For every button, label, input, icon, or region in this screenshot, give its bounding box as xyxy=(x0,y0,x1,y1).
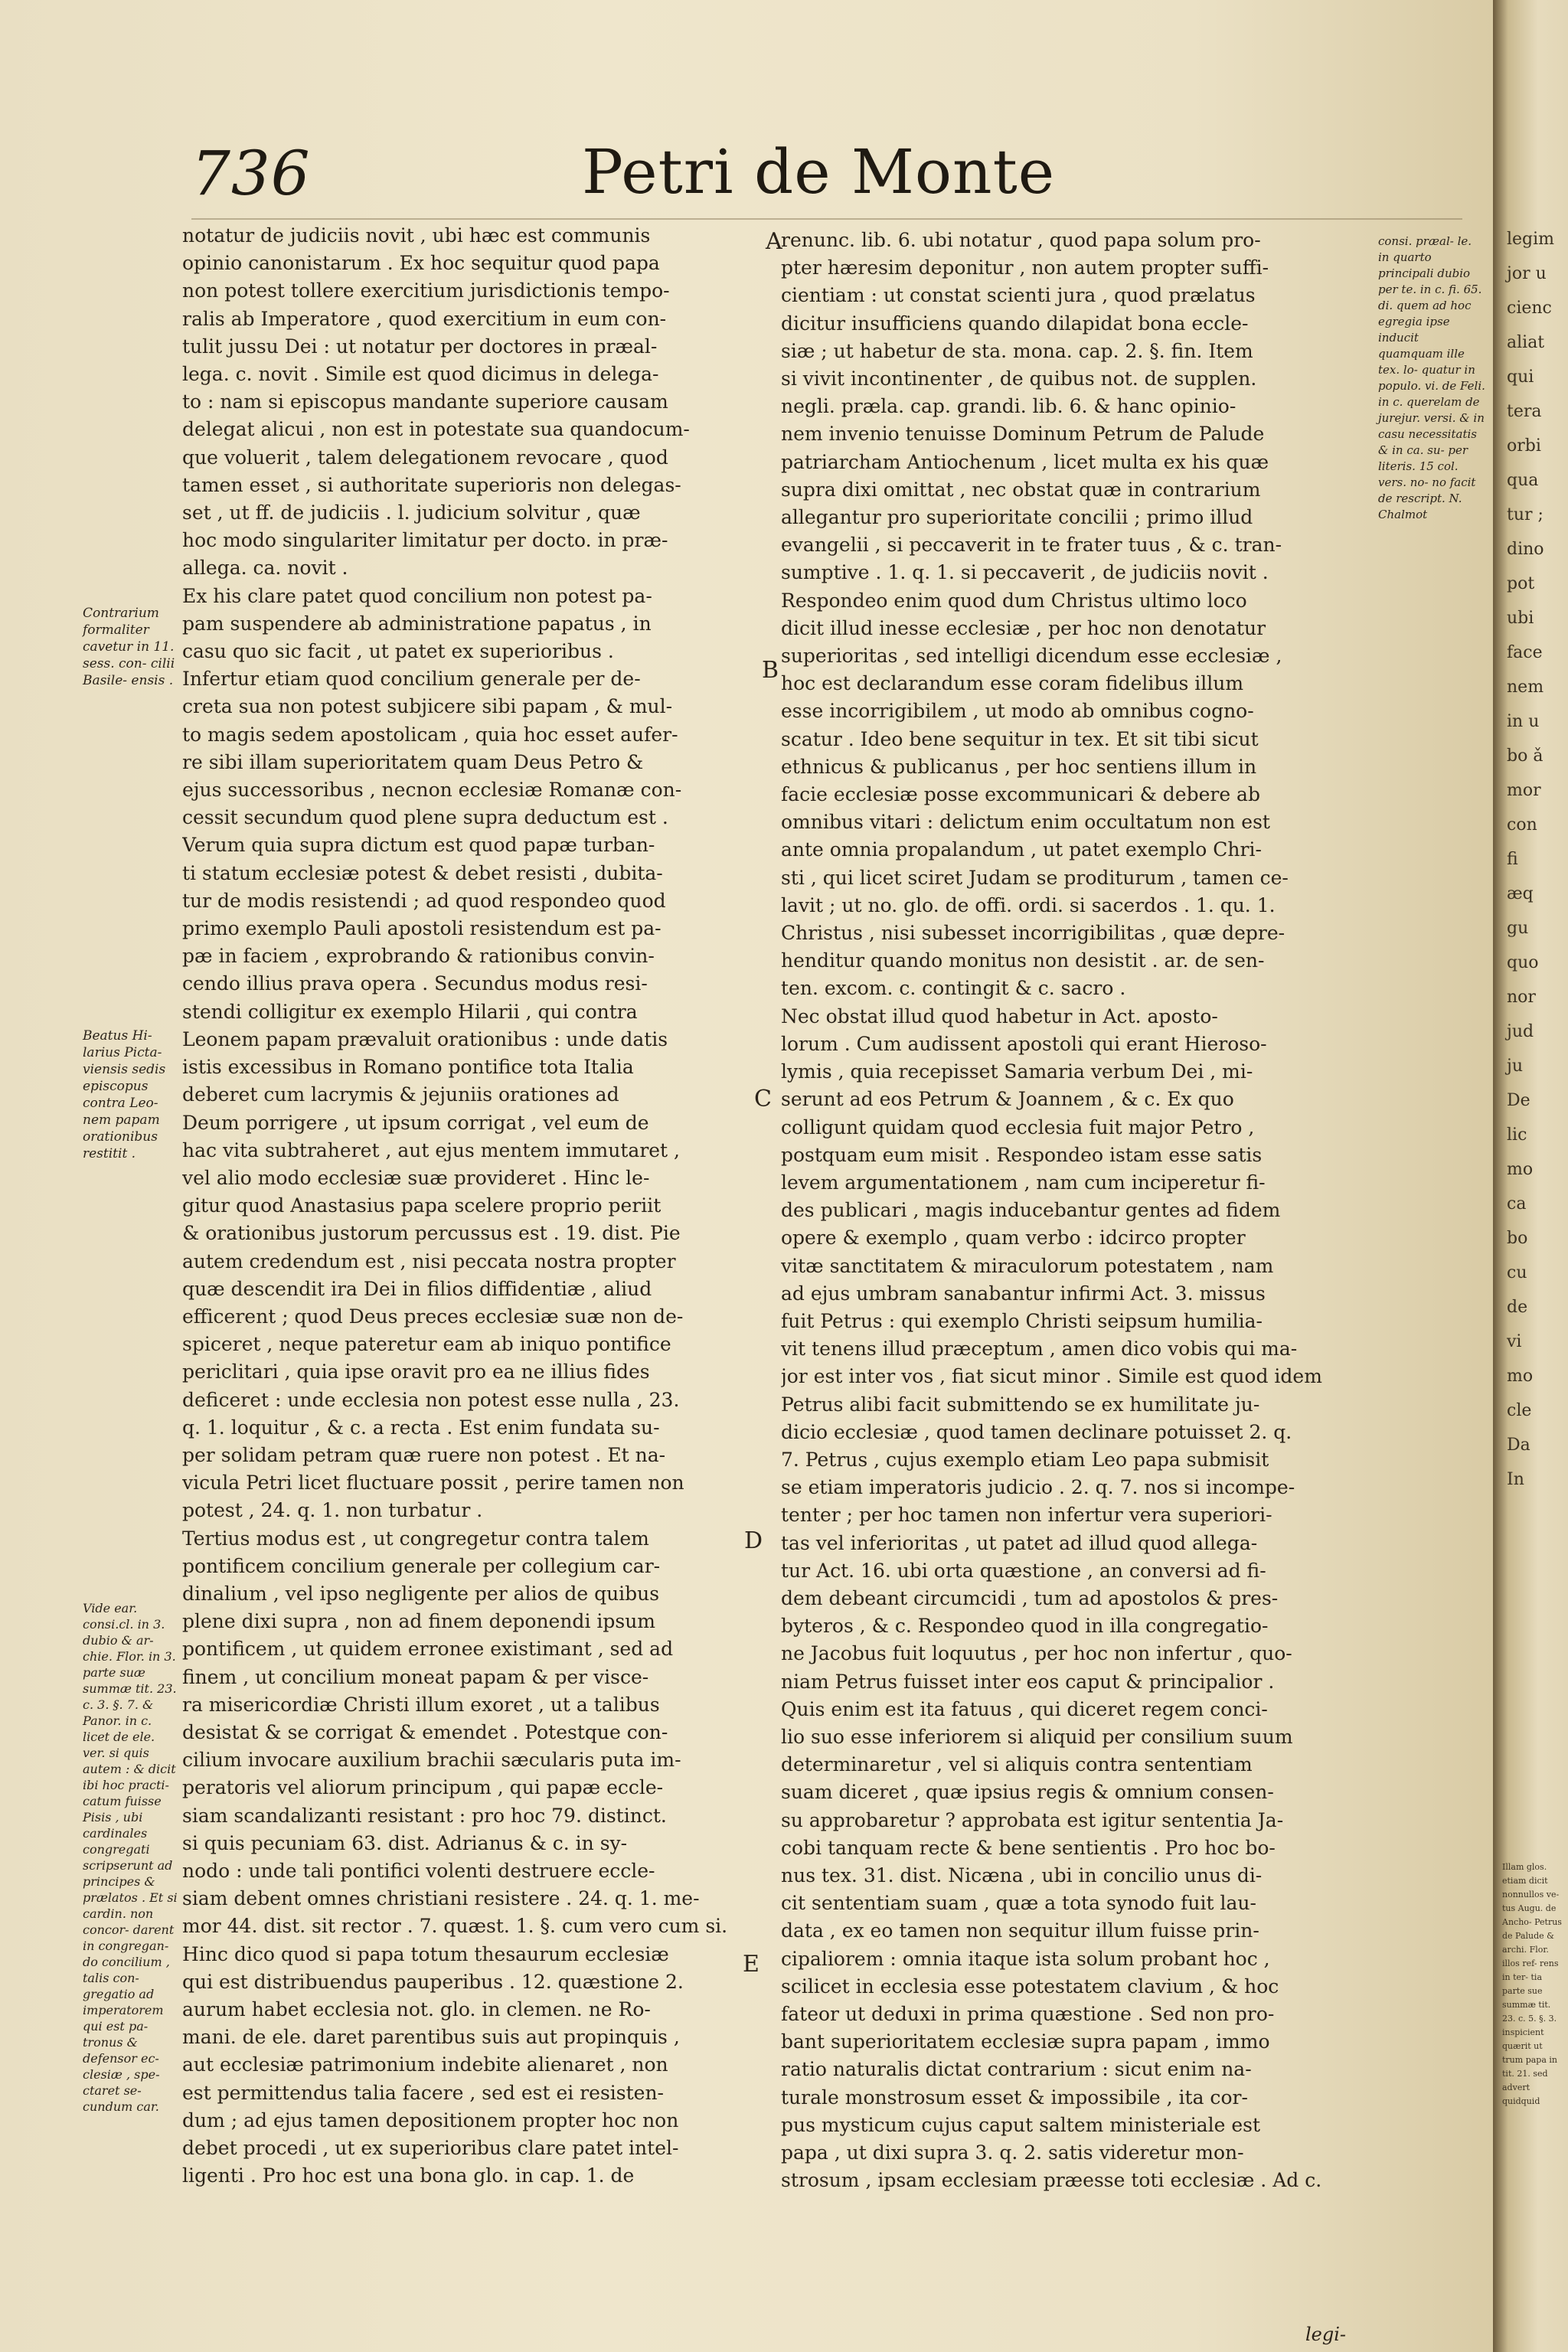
left-column-line: Deum porrigere , ut ipsum corrigat , vel eum de xyxy=(182,1111,649,1134)
right-column-line: des publicari , magis inducebantur gentes ad fidem xyxy=(781,1199,1281,1222)
left-column-line: pontificem , ut quidem erronee existimant , sed ad xyxy=(182,1638,674,1661)
right-column-line: cobi tanquam recte & bene sentientis . Pro hoc bo- xyxy=(781,1836,1276,1859)
right-column-line: determinaretur , vel si aliquis contra sententiam xyxy=(781,1753,1253,1776)
left-column-line: siam scandalizanti resistant : pro hoc 79. distinct. xyxy=(182,1804,667,1827)
right-column-line: pter hæresim deponitur , non autem propter suffi- xyxy=(781,256,1269,279)
right-column-line: henditur quando monitus non desistit . ar. de sen- xyxy=(781,949,1265,972)
adjacent-edge-word: ca xyxy=(1507,1194,1527,1214)
left-column-line: q. 1. loquitur , & c. a recta . Est enim fundata su- xyxy=(182,1416,660,1439)
right-column-line: ne Jacobus fuit loquutus , per hoc non infertur , quo- xyxy=(781,1642,1292,1665)
left-column-line: allega. ca. novit . xyxy=(182,557,348,580)
left-column-line: potest , 24. q. 1. non turbatur . xyxy=(182,1499,483,1522)
adjacent-edge-word: De xyxy=(1507,1091,1530,1110)
margin-note-basel: Contrarium formaliter cavetur in 11. sess. con- cilii Basile- ensis . xyxy=(83,606,175,688)
adjacent-edge-word: mor xyxy=(1507,781,1541,800)
adjacent-edge-word: mo xyxy=(1507,1367,1534,1386)
right-column-line: niam Petrus fuisset inter eos caput & principalior . xyxy=(781,1670,1275,1693)
right-column-line: omnibus vitari : delictum enim occultatum non est xyxy=(781,811,1270,834)
adjacent-edge-word: qua xyxy=(1507,471,1539,490)
left-column-line: deberet cum lacrymis & jejuniis orationes ad xyxy=(182,1083,619,1106)
left-column-line: deficeret : unde ecclesia non potest esse nulla , 23. xyxy=(182,1388,680,1411)
right-column-line: Petrus alibi facit submittendo se ex humilitate ju- xyxy=(781,1393,1260,1416)
left-column-line: ejus successoribus , necnon ecclesiæ Romanæ con- xyxy=(182,779,682,802)
right-column-line: ethnicus & publicanus , per hoc sentiens illum in xyxy=(781,755,1257,778)
right-column-line: Nec obstat illud quod habetur in Act. aposto- xyxy=(781,1004,1218,1027)
right-column-line: su approbaretur ? approbata est igitur sententia Ja- xyxy=(781,1808,1284,1831)
left-column-line: to : nam si episcopus mandante superiore causam xyxy=(182,390,668,413)
left-column-line: aut ecclesiæ patrimonium indebite alienaret , non xyxy=(182,2053,668,2076)
left-column-line: nodo : unde tali pontifici volenti destruere eccle- xyxy=(182,1859,655,1882)
left-column-line: spiceret , neque pateretur eam ab iniquo pontifice xyxy=(182,1333,671,1356)
adjacent-edge-word: cu xyxy=(1507,1263,1527,1282)
section-letter-c: C xyxy=(754,1086,772,1112)
left-column-line: finem , ut concilium moneat papam & per visce- xyxy=(182,1665,649,1688)
adjacent-edge-word: face xyxy=(1507,643,1543,662)
right-column-line: levem argumentationem , nam cum inciperetur fi- xyxy=(781,1171,1266,1194)
left-column-line: pam suspendere ab administratione papatus , in xyxy=(182,612,652,635)
right-column-line: dicit illud inesse ecclesiæ , per hoc non denotatur xyxy=(781,616,1266,639)
right-column-line: si vivit incontinenter , de quibus not. de supplen. xyxy=(781,368,1257,390)
right-column-line: esse incorrigibilem , ut modo ab omnibus cogno- xyxy=(781,700,1254,723)
adjacent-edge-word: legim xyxy=(1507,230,1555,249)
adjacent-edge-word: dino xyxy=(1507,540,1544,559)
right-column-line: ten. excom. c. contingit & c. sacro . xyxy=(781,977,1126,1000)
right-column-line: strosum , ipsam ecclesiam præesse toti ecclesiæ . Ad c. xyxy=(781,2169,1322,2192)
left-column-line: Tertius modus est , ut congregetur contra talem xyxy=(182,1527,649,1550)
adjacent-edge-word: lic xyxy=(1507,1125,1527,1145)
right-column-line: postquam eum misit . Respondeo istam esse satis xyxy=(781,1143,1263,1166)
adjacent-edge-word: in u xyxy=(1507,712,1540,731)
left-column-line: debet procedi , ut ex superioribus clare patet intel- xyxy=(182,2137,679,2160)
left-column-line: est permittendus talia facere , sed est ei resisten- xyxy=(182,2081,664,2104)
left-column-line: Ex his clare patet quod concilium non potest pa- xyxy=(182,584,652,607)
left-column-line: desistat & se corrigat & emendet . Potestque con- xyxy=(182,1720,668,1743)
right-column-line: siæ ; ut habetur de sta. mona. cap. 2. §. fin. Item xyxy=(781,339,1253,362)
left-column-line: aurum habet ecclesia not. glo. in clemen. ne Ro- xyxy=(182,1998,651,2020)
right-column-line: lorum . Cum audissent apostoli qui erant Hieroso- xyxy=(781,1032,1267,1055)
adjacent-edge-word: fi xyxy=(1507,850,1518,869)
margin-note-vide: Vide ear. consi.cl. in 3. dubio & ar- chie. Flor. in 3. parte suæ summæ tit. 23. c. 3. §. 7. & Panor. in c. licet de ele. ver. si quis autem : & dicit ibi hoc practi- catum fuisse Pisis , ubi cardinales congregati scripserunt ad principes & prælatos . Et si cardin. non concor- darent in congregan- do concilium , talis con- gregatio ad imperatorem qui est pa- tronus & defensor ec- clesiæ , spe- ctaret se- cundum car. xyxy=(83,1601,178,2114)
adjacent-edge-word: orbi xyxy=(1507,436,1541,456)
left-text-column xyxy=(182,222,753,2190)
right-column-line: pus mysticum cujus caput saltem ministeriale est xyxy=(781,2113,1261,2136)
adjacent-edge-word: bo ǎ xyxy=(1507,746,1544,766)
adjacent-edge-word: tur ; xyxy=(1507,505,1544,524)
adjacent-edge-word: ubi xyxy=(1507,609,1534,628)
left-column-line: opinio canonistarum . Ex hoc sequitur quod papa xyxy=(182,252,660,275)
adjacent-margin-fragment: Illam glos. etiam dicit nonnullos ve- tus Augu. de Ancho- Petrus de Palude & archi. Flor. illos ref- rens in ter- tia parte sue summæ tit. 23. c. 5. §. 3. inspicient quærit ut trum papa in tit. 21. sed advert quidquid xyxy=(1502,1862,1562,2106)
left-column-line: stendi colligitur ex exemplo Hilarii , qui contra xyxy=(182,1000,638,1023)
right-column-line: 7. Petrus , cujus exemplo etiam Leo papa submisit xyxy=(781,1448,1269,1471)
adjacent-edge-word: æq xyxy=(1507,884,1534,903)
left-column-line: cilium invocare auxilium brachii sæcularis puta im- xyxy=(182,1749,681,1772)
section-letter-b: B xyxy=(762,657,779,684)
left-column-line: creta sua non potest subjicere sibi papam , & mul- xyxy=(182,695,673,718)
right-column-line: scatur . Ideo bene sequitur in tex. Et sit tibi sicut xyxy=(781,727,1259,750)
left-column-line: non potest tollere exercitium jurisdictionis tempo- xyxy=(182,279,670,302)
left-column-line: pæ in faciem , exprobrando & rationibus convin- xyxy=(182,945,655,968)
adjacent-edge-word: gu xyxy=(1507,919,1529,938)
right-column-line: supra dixi omittat , nec obstat quæ in contrarium xyxy=(781,478,1261,501)
right-column-line: serunt ad eos Petrum & Joannem , & c. Ex quo xyxy=(781,1088,1234,1111)
right-column-line: cit sententiam suam , quæ a tota synodo fuit lau- xyxy=(781,1892,1256,1915)
left-column-line: ti statum ecclesiæ potest & debet resisti , dubita- xyxy=(182,861,663,884)
left-column-line: casu quo sic facit , ut patet ex superioribus . xyxy=(182,640,614,663)
right-column-line: ratio naturalis dictat contrarium : sicut enim na- xyxy=(781,2058,1252,2081)
right-column-line: ante omnia propalandum , ut patet exemplo Chri- xyxy=(781,838,1262,861)
left-column-line: ra misericordiæ Christi illum exoret , ut a talibus xyxy=(182,1693,660,1716)
left-column-line: autem credendum est , nisi peccata nostra propter xyxy=(182,1250,676,1272)
running-title: Petri de Monte xyxy=(582,136,1056,207)
section-letter-e: E xyxy=(743,1951,760,1978)
left-column-line: & orationibus justorum percussus est . 19. dist. Pie xyxy=(182,1222,681,1245)
left-column-line: vel alio modo ecclesiæ suæ provideret . Hinc le- xyxy=(182,1166,650,1189)
left-column-line: re sibi illam superioritatem quam Deus Petro & xyxy=(182,750,644,773)
header-rule xyxy=(191,218,1462,220)
adjacent-edge-word: Da xyxy=(1507,1436,1530,1455)
section-letter-d: D xyxy=(744,1527,763,1554)
right-column-line: fateor ut deduxi in prima quæstione . Sed non pro- xyxy=(781,2003,1275,2025)
right-column-line: jor est inter vos , fiat sicut minor . Simile est quod idem xyxy=(781,1365,1322,1388)
left-column-line: lega. c. novit . Simile est quod dicimus in delega- xyxy=(182,363,659,386)
right-column-line: opere & exemplo , quam verbo : idcirco propter xyxy=(781,1227,1246,1250)
right-column-line: evangelii , si peccaverit in te frater tuus , & c. tran- xyxy=(781,534,1282,557)
right-column-line: cientiam : ut constat scienti jura , quod prælatus xyxy=(781,284,1256,307)
right-column-line: nem invenio tenuisse Dominum Petrum de Palude xyxy=(781,423,1265,446)
right-column-line: papa , ut dixi supra 3. q. 2. satis videretur mon- xyxy=(781,2141,1244,2164)
section-letter-a: A xyxy=(766,228,782,255)
catchword: legi- xyxy=(1305,2324,1347,2345)
right-column-line: scilicet in ecclesia esse potestatem clavium , & hoc xyxy=(781,1975,1279,1998)
left-column-line: vicula Petri licet fluctuare possit , perire tamen non xyxy=(182,1472,684,1494)
left-column-line: quæ descendit ira Dei in filios diffidentiæ , aliud xyxy=(182,1277,652,1300)
page-number: 736 xyxy=(191,138,311,209)
right-column-line: vit tenens illud præceptum , amen dico vobis qui ma- xyxy=(781,1338,1298,1361)
left-column-line: hac vita subtraheret , aut ejus mentem immutaret , xyxy=(182,1138,680,1161)
adjacent-edge-word: aliat xyxy=(1507,333,1545,352)
right-column-line: negli. præla. cap. grandi. lib. 6. & hanc opinio- xyxy=(781,395,1236,418)
adjacent-edge-word: mo xyxy=(1507,1160,1534,1179)
right-column-line: turale monstrosum esset & impossibile , ita cor- xyxy=(781,2086,1248,2109)
left-column-line: mani. de ele. daret parentibus suis aut propinquis , xyxy=(182,2026,680,2049)
adjacent-edge-word: qui xyxy=(1507,368,1534,387)
left-column-line: dum ; ad ejus tamen depositionem propter hoc non xyxy=(182,2109,679,2132)
left-column-line: gitur quod Anastasius papa scelere proprio periit xyxy=(182,1194,662,1217)
left-column-line: siam debent omnes christiani resistere . 24. q. 1. me- xyxy=(182,1887,700,1910)
left-column-line: tamen esset , si authoritate superioris non delegas- xyxy=(182,473,681,496)
left-column-line: Verum quia supra dictum est quod papæ turban- xyxy=(182,834,655,857)
adjacent-edge-word: bo xyxy=(1507,1229,1528,1248)
right-column-line: allegantur pro superioritate concilii ; primo illud xyxy=(781,506,1253,529)
right-column-line: byteros , & c. Respondeo quod in illa congregatio- xyxy=(781,1615,1269,1638)
right-column-line: sti , qui licet sciret Judam se proditurum , tamen ce- xyxy=(781,866,1289,889)
right-column-line: dem debeant circumcidi , tum ad apostolos & pres- xyxy=(781,1586,1279,1609)
right-column-line: tas vel inferioritas , ut patet ad illud quod allega- xyxy=(781,1531,1258,1554)
adjacent-edge-word: tera xyxy=(1507,402,1542,421)
left-column-line: tur de modis resistendi ; ad quod respondeo quod xyxy=(182,889,666,912)
right-column-line: colligunt quidam quod ecclesia fuit major Petro , xyxy=(781,1116,1255,1138)
left-column-line: dinalium , vel ipso negligente per alios de quibus xyxy=(182,1582,660,1605)
adjacent-edge-word: pot xyxy=(1507,574,1535,593)
left-column-line: pontificem concilium generale per collegium car- xyxy=(182,1554,661,1577)
right-text-column xyxy=(781,227,1369,2194)
adjacent-edge-word: jor u xyxy=(1507,264,1547,283)
right-column-line: lymis , quia recepisset Samaria verbum Dei , mi- xyxy=(781,1060,1253,1083)
right-column-line: data , ex eo tamen non sequitur illum fuisse prin- xyxy=(781,1919,1259,1942)
right-column-line: fuit Petrus : qui exemplo Christi seipsum humilia- xyxy=(781,1309,1263,1332)
right-column-line: bant superioritatem ecclesiæ supra papam , immo xyxy=(781,2030,1270,2053)
left-column-line: si quis pecuniam 63. dist. Adrianus & c. in sy- xyxy=(182,1831,628,1854)
right-column-line: dicio ecclesiæ , quod tamen declinare potuisset 2. q. xyxy=(781,1420,1292,1443)
adjacent-page-edge xyxy=(1493,0,1568,2352)
left-column-line: Leonem papam prævaluit orationibus : unde datis xyxy=(182,1027,668,1050)
left-column-line: ralis ab Imperatore , quod exercitium in eum con- xyxy=(182,307,667,330)
right-column-line: lavit ; ut no. glo. de offi. ordi. si sacerdos . 1. qu. 1. xyxy=(781,893,1276,916)
left-column-line: peratoris vel aliorum principum , qui papæ eccle- xyxy=(182,1776,664,1799)
left-column-line: tulit jussu Dei : ut notatur per doctores in præal- xyxy=(182,335,658,358)
adjacent-edge-word: jud xyxy=(1507,1022,1534,1041)
right-column-line: sumptive . 1. q. 1. si peccaverit , de judiciis novit . xyxy=(781,561,1269,584)
left-column-line: set , ut ff. de judiciis . l. judicium solvitur , quæ xyxy=(182,501,641,524)
left-column-line: ligenti . Pro hoc est una bona glo. in cap. 1. de xyxy=(182,2164,635,2187)
adjacent-edge-word: ju xyxy=(1507,1057,1523,1076)
right-column-line: cipaliorem : omnia itaque ista solum probant hoc , xyxy=(781,1947,1270,1970)
right-column-line: patriarcham Antiochenum , licet multa ex his quæ xyxy=(781,450,1269,473)
left-column-line: que voluerit , talem delegationem revocare , quod xyxy=(182,446,668,469)
left-column-line: periclitari , quia ipse oravit pro ea ne illius fides xyxy=(182,1361,650,1383)
adjacent-edge-word: nor xyxy=(1507,988,1536,1007)
right-column-line: superioritas , sed intelligi dicendum esse ecclesiæ , xyxy=(781,645,1282,668)
left-column-line: mor 44. dist. sit rector . 7. quæst. 1. §. cum vero cum si. xyxy=(182,1915,728,1938)
right-column-line: facie ecclesiæ posse excommunicari & debere ab xyxy=(781,783,1260,806)
right-column-line: tenter ; per hoc tamen non infertur vera superiori- xyxy=(781,1504,1272,1527)
right-column-line: tur Act. 16. ubi orta quæstione , an conversi ad fi- xyxy=(781,1559,1266,1582)
left-column-line: notatur de judiciis novit , ubi hæc est communis xyxy=(182,224,651,247)
right-column-line: Respondeo enim quod dum Christus ultimo loco xyxy=(781,589,1247,612)
right-column-line: nus tex. 31. dist. Nicæna , ubi in concilio unus di- xyxy=(781,1864,1263,1886)
adjacent-edge-word: In xyxy=(1507,1470,1524,1489)
left-column-line: to magis sedem apostolicam , quia hoc esset aufer- xyxy=(182,723,678,746)
left-column-line: cessit secundum quod plene supra deductum est . xyxy=(182,806,668,829)
left-column-line: plene dixi supra , non ad finem deponendi ipsum xyxy=(182,1610,656,1633)
left-column-line: per solidam petram quæ ruere non potest . Et na- xyxy=(182,1443,666,1466)
adjacent-edge-word: con xyxy=(1507,815,1537,835)
adjacent-page-words xyxy=(1493,0,1568,1497)
adjacent-edge-word: cienc xyxy=(1507,299,1552,318)
right-column-line: Christus , nisi subesset incorrigibilitas , quæ depre- xyxy=(781,922,1285,945)
left-column-line: cendo illius prava opera . Secundus modus resi- xyxy=(182,972,648,995)
left-column-line: Hinc dico quod si papa totum thesaurum ecclesiæ xyxy=(182,1942,669,1965)
adjacent-edge-word: nem xyxy=(1507,678,1544,697)
margin-note-right: consi. præal- le. in quarto principali dubio per te. in c. fi. 65. di. quem ad hoc egregia ipse inducit quamquam ille tex. lo- quatur in populo. vi. de Feli. in c. querelam de jurejur. versi. & in casu necessitatis & in ca. su- per literis. 15 col. vers. no- no facit de rescript. N. Chalmot xyxy=(1378,234,1485,521)
left-column-line: primo exemplo Pauli apostoli resistendum est pa- xyxy=(182,917,662,940)
left-column-line: Infertur etiam quod concilium generale per de- xyxy=(182,668,641,691)
right-column-line: hoc est declarandum esse coram fidelibus illum xyxy=(781,672,1244,695)
right-column-line: vitæ sanctitatem & miraculorum potestatem , nam xyxy=(781,1254,1274,1277)
left-column-line: istis excessibus in Romano pontifice tota Italia xyxy=(182,1056,634,1079)
margin-note-hilarius: Beatus Hi- larius Picta- viensis sedis episcopus contra Leo- nem papam orationibus restitit . xyxy=(83,1028,166,1161)
adjacent-edge-word: vi xyxy=(1507,1332,1522,1351)
left-column-line: hoc modo singulariter limitatur per docto. in præ- xyxy=(182,529,668,552)
right-column-line: lio suo esse inferiorem si aliquid per consilium suum xyxy=(781,1725,1293,1748)
right-column-line: renunc. lib. 6. ubi notatur , quod papa solum pro- xyxy=(781,229,1261,251)
left-column-line: delegat alicui , non est in potestate sua quandocum- xyxy=(182,418,690,441)
adjacent-edge-word: cle xyxy=(1507,1401,1532,1420)
right-column-line: ad ejus umbram sanabantur infirmi Act. 3. missus xyxy=(781,1282,1266,1305)
right-column-line: dicitur insufficiens quando dilapidat bona eccle- xyxy=(781,312,1249,335)
right-column-line: se etiam imperatoris judicio . 2. q. 7. nos si incompe- xyxy=(781,1476,1295,1499)
left-column-line: efficerent ; quod Deus preces ecclesiæ suæ non de- xyxy=(182,1305,684,1328)
adjacent-edge-word: quo xyxy=(1507,953,1539,972)
adjacent-edge-word: de xyxy=(1507,1298,1528,1317)
right-column-line: Quis enim est ita fatuus , qui diceret regem conci- xyxy=(781,1697,1268,1720)
left-column-line: qui est distribuendus pauperibus . 12. quæstione 2. xyxy=(182,1970,684,1993)
right-column-line: suam diceret , quæ ipsius regis & omnium consen- xyxy=(781,1781,1274,1804)
